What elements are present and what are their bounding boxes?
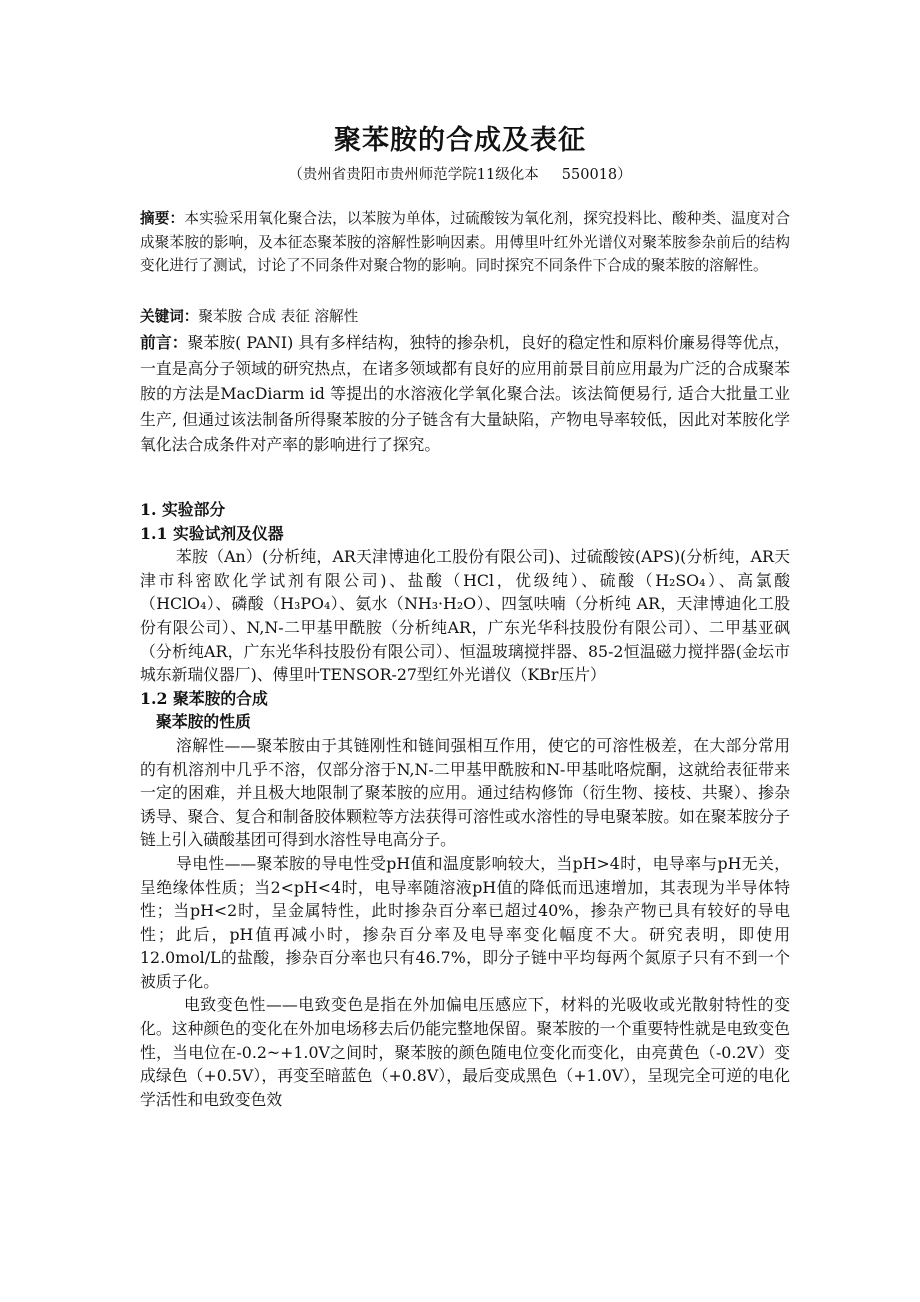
section-1-2-heading: 1.2 聚苯胺的合成 <box>140 688 268 708</box>
electrochromic-paragraph: 电致变色性——电致变色是指在外加偏电压感应下，材料的光吸收或光散射特性的变化。这种颜色的变化在外加电场移去后仍能完整地保留。聚苯胺的一个重要特性就是电致变色性，当电位在-0.2~+1.0V之间时，聚苯胺的颜色随电位变化而变化，由亮黄色（-0.2V）变成绿色（+0.5V），再变至暗蓝色（+0.8V），最后变成黑色（+1.0V），呈现完全可逆的电化学活性和电致变色效 <box>140 995 790 1109</box>
keywords <box>140 305 790 328</box>
preface <box>140 330 790 458</box>
section-1-1-heading: 1.1 实验试剂及仪器 <box>140 523 284 543</box>
abstract-text: 本实验采用氧化聚合法，以苯胺为单体，过硫酸铵为氧化剂，探究投料比、酸种类、温度对合成聚苯胺的影响，及本征态聚苯胺的溶解性影响因素。用傅里叶红外光谱仪对聚苯胺参杂前后的结构变化进行了测试，讨论了不同条件对聚合物的影响。同时探究不同条件下合成的聚苯胺的溶解性。 <box>140 210 790 274</box>
properties-heading: 聚苯胺的性质 <box>156 712 251 732</box>
affiliation: （贵州省贵阳市贵州师范学院11级化本 550018） <box>288 167 632 183</box>
abstract-label: 摘要： <box>140 210 185 227</box>
conductivity-paragraph: 导电性——聚苯胺的导电性受pH值和温度影响较大，当pH>4时，电导率与pH无关，呈绝缘体性质；当2<pH<4时，电导率随溶液pH值的降低而迅速增加，其表现为半导体特性；当pH<2时，呈金属特性，此时掺杂百分率已超过40%，掺杂产物已具有较好的导电性；此后，pH值再减小时，掺杂百分率及电导率变化幅度不大。研究表明，即使用12.0mol/L的盐酸，掺杂百分率也只有46.7%，即分子链中平均每两个氮原子只有不到一个被质子化。 <box>140 853 790 991</box>
preface-text: 聚苯胺( PANI) 具有多样结构，独特的掺杂机，良好的稳定性和原料价廉易得等优点，一直是高分子领域的研究热点，在诸多领域都有良好的应用前景目前应用最为广泛的合成聚苯胺的方法是MacDiarm id 等提出的水溶液化学氧化聚合法。该法简便易行, 适合大批量工业生产, 但通过该法制备所得聚苯胺的分子链含有大量缺陷，产物电导率较低，因此对苯胺化学氧化法合成条件对产率的影响进行了探究。 <box>140 333 790 454</box>
paper-title: 聚苯胺的合成及表征 <box>334 125 586 156</box>
preface-label: 前言： <box>140 333 188 352</box>
section-1-heading: 1. 实验部分 <box>140 500 226 519</box>
abstract <box>140 207 790 278</box>
section-experimental <box>140 498 790 1111</box>
reagents-paragraph: 苯胺（An）(分析纯，AR天津博迪化工股份有限公司)、过硫酸铵(APS)(分析纯，AR天津市科密欧化学试剂有限公司)、盐酸（HCl，优级纯）、硫酸（H₂SO₄）、高氯酸（HClO₄）、磷酸（H₃PO₄）、氨水（NH₃·H₂O）、四氢呋喃（分析纯 AR，天津博迪化工股份有限公司）、N,N-二甲基甲酰胺（分析纯AR，广东光华科技股份有限公司）、二甲基亚砜（分析纯AR，广东光华科技股份有限公司）、恒温玻璃搅拌器、85-2恒温磁力搅拌器(金坛市城东新瑞仪器厂)、傅里叶TENSOR-27型红外光谱仪（KBr压片） <box>140 547 790 685</box>
solubility-paragraph: 溶解性——聚苯胺由于其链刚性和链间强相互作用，使它的可溶性极差，在大部分常用的有机溶剂中几乎不溶，仅部分溶于N,N-二甲基甲酰胺和N-甲基吡咯烷酮，这就给表征带来一定的困难，并且极大地限制了聚苯胺的应用。通过结构修饰（衍生物、接枝、共聚）、掺杂诱导、聚合、复合和制备胶体颗粒等方法获得可溶性或水溶性的导电聚苯胺。如在聚苯胺分子链上引入磺酸基团可得到水溶性导电高分子。 <box>140 735 790 850</box>
keywords-text: 聚苯胺 合成 表征 溶解性 <box>198 308 359 325</box>
keywords-label: 关键词： <box>140 308 199 325</box>
